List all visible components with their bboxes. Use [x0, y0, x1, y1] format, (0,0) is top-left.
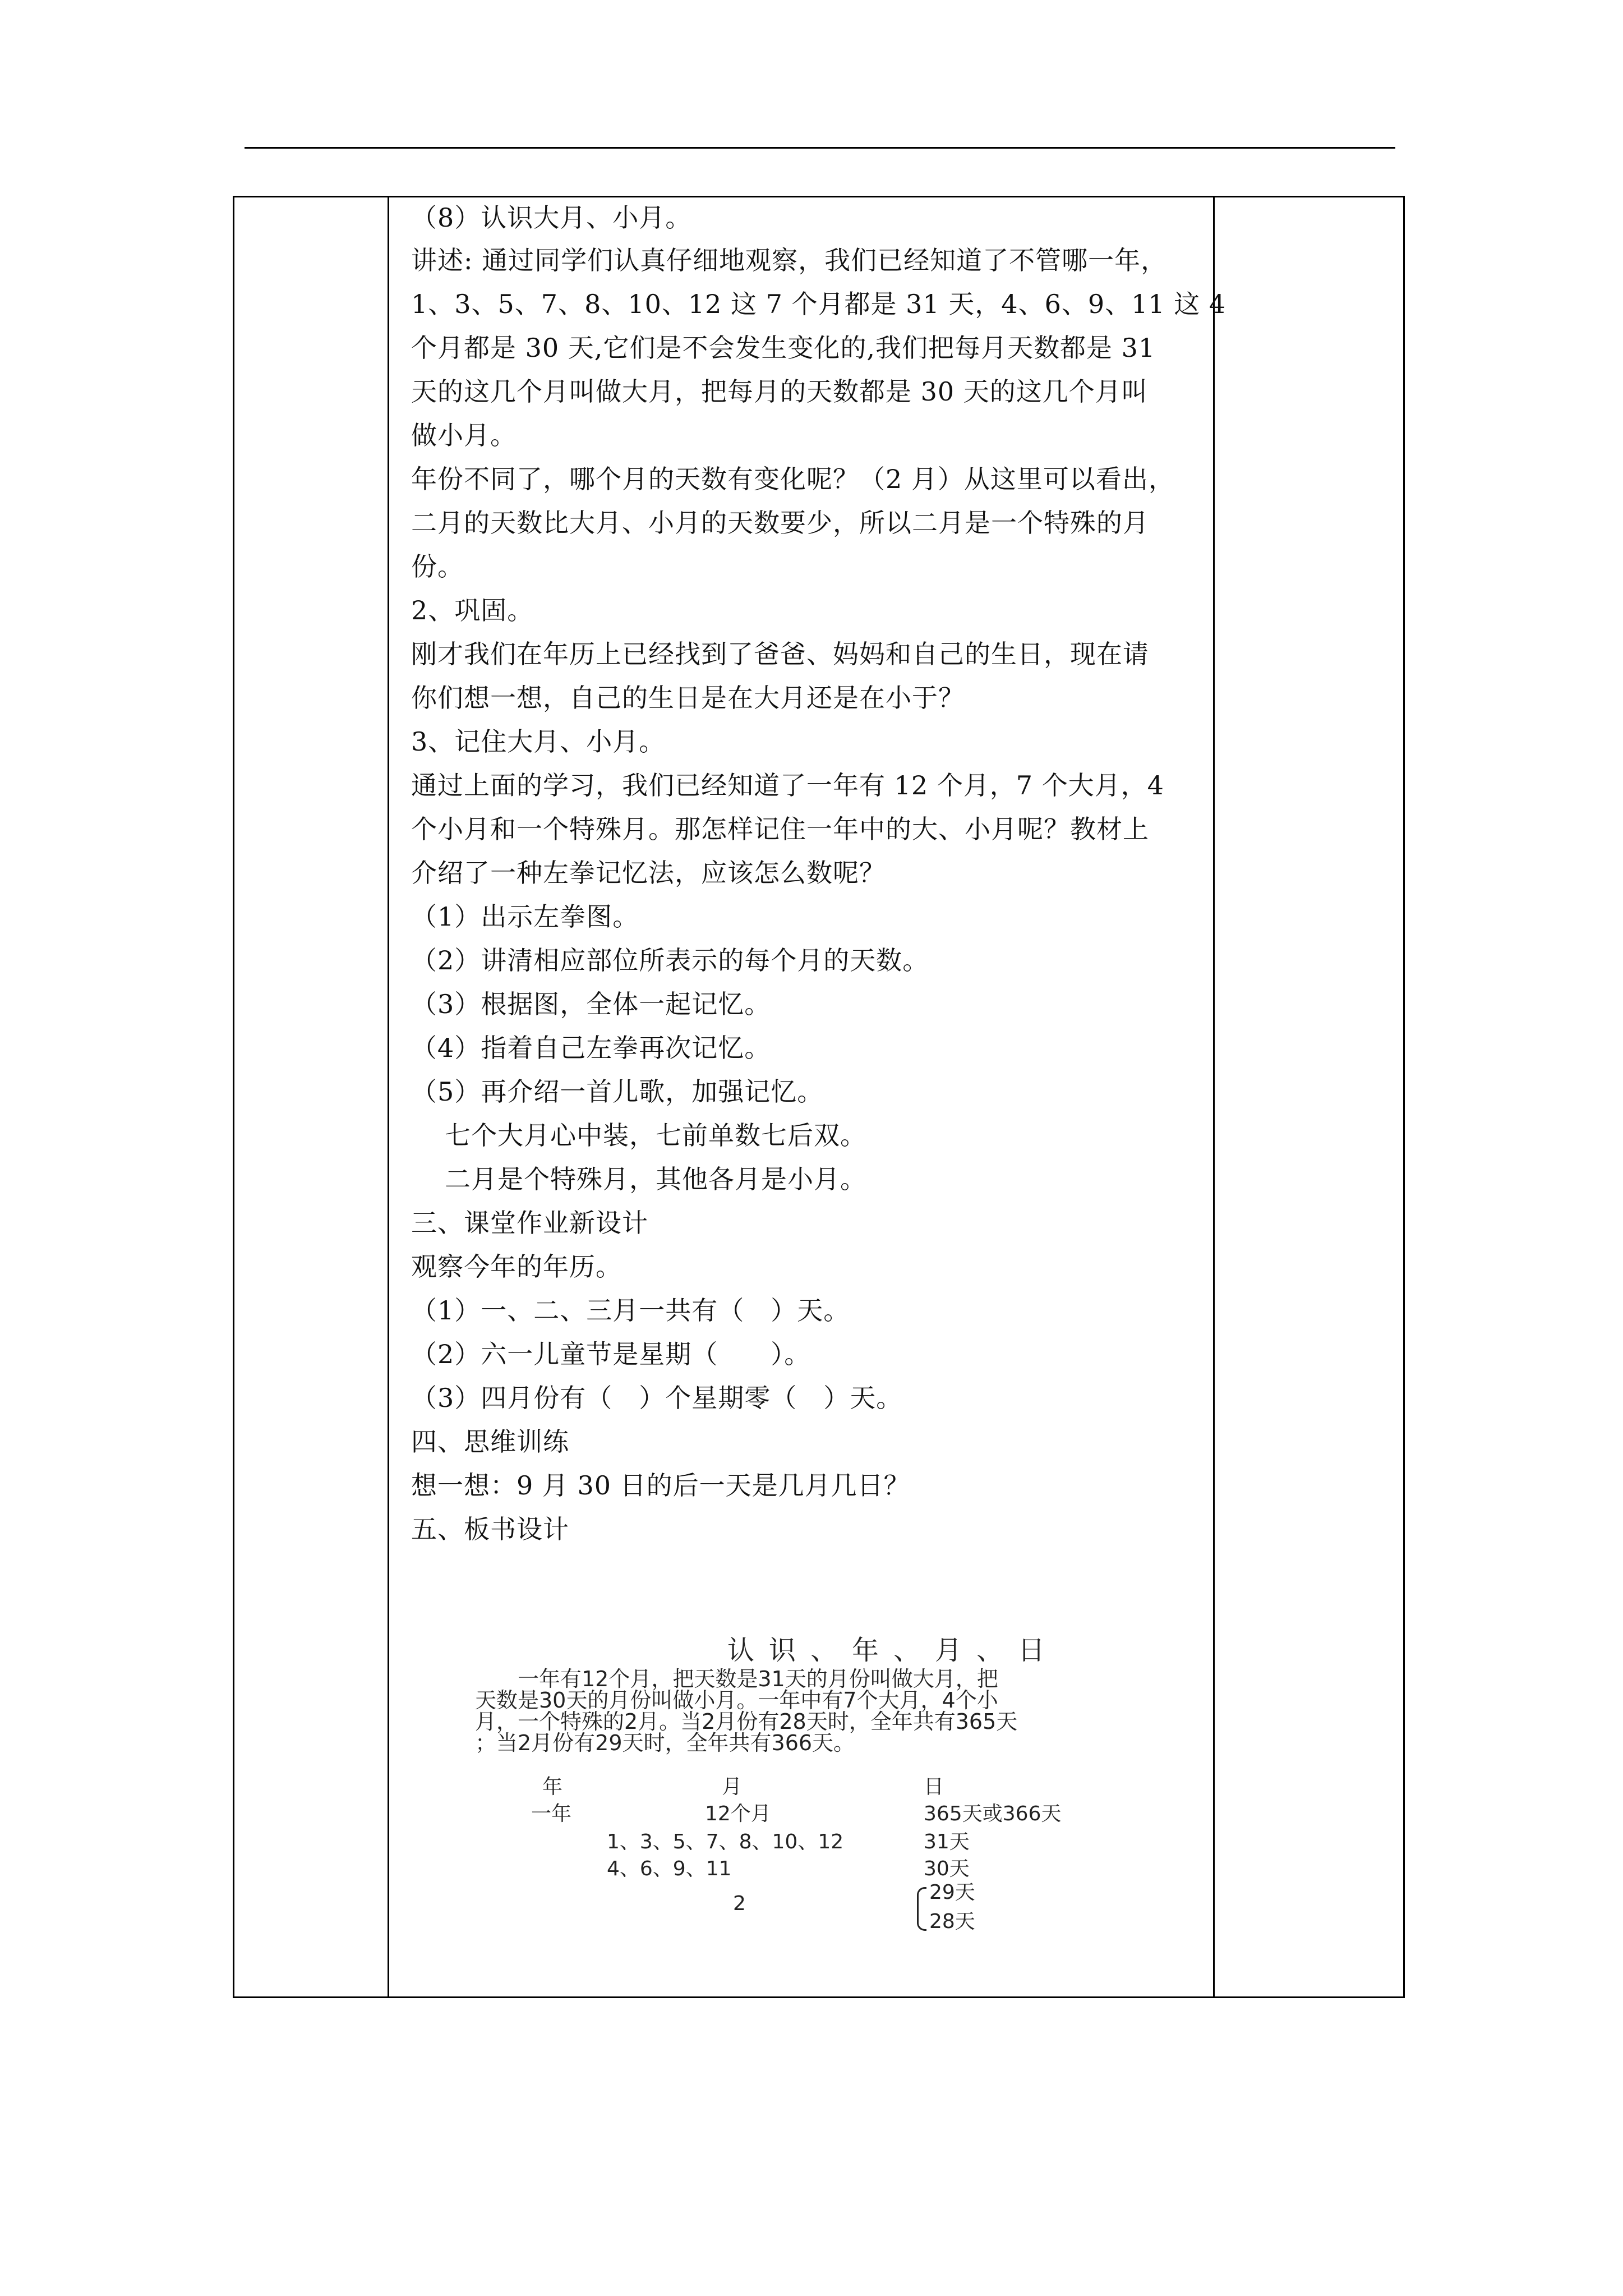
text-line: 个小月和一个特殊月。那怎样记住一年中的大、小月呢？教材上: [411, 814, 1149, 844]
text-line: 做小月。: [411, 420, 517, 450]
text-line: （2）讲清相应部位所表示的每个月的天数。: [411, 945, 929, 976]
text-line: 观察今年的年历。: [411, 1251, 622, 1282]
board-months-12: 12个月: [705, 1802, 771, 1825]
text-line: 讲述: 通过同学们认真仔细地观察，我们已经知道了不管哪一年，: [411, 245, 1168, 275]
text-line: （5）再介绍一首儿歌，加强记忆。: [411, 1076, 824, 1107]
text-line: 2、巩固。: [411, 595, 534, 625]
board-small-months: 4、6、9、11: [607, 1857, 732, 1880]
text-line: 通过上面的学习，我们已经知道了一年有 12 个月，7 个大月，4: [411, 770, 1164, 800]
board-feb: 2: [733, 1892, 746, 1915]
board-big-months: 1、3、5、7、8、10、12: [607, 1830, 844, 1853]
board-big-days: 31天: [924, 1830, 970, 1853]
section-heading: 五、板书设计: [411, 1514, 569, 1544]
text-line: 介绍了一种左拳记忆法，应该怎么数呢？: [411, 858, 886, 888]
column-divider-left: [388, 197, 389, 1996]
text-line: 想一想：9 月 30 日的后一天是几月几日？: [411, 1470, 910, 1501]
lesson-content-cell: [402, 197, 1227, 1996]
board-feb-days-29: 29天: [929, 1881, 975, 1904]
exercise-item: （2）六一儿童节是星期（ ）。: [411, 1339, 811, 1369]
song-line: 七个大月心中装，七前单数七后双。: [445, 1120, 866, 1151]
board-year-one: 一年: [531, 1802, 572, 1825]
text-line: （3）根据图，全体一起记忆。: [411, 989, 771, 1019]
lesson-table: [233, 196, 1405, 1998]
text-line: 1、3、5、7、8、10、12 这 7 个月都是 31 天，4、6、9、11 这 4: [411, 289, 1227, 319]
text-line: 你们想一想，自己的生日是在大月还是在小于？: [411, 683, 965, 713]
board-feb-days-28: 28天: [929, 1910, 975, 1933]
board-days-total: 365天或366天: [924, 1802, 1062, 1825]
board-summary-line: 一年有12个月，把天数是31天的月份叫做大月，把: [475, 1667, 998, 1691]
text-line: 天的这几个月叫做大月，把每月的天数都是 30 天的这几个月叫: [411, 376, 1148, 407]
board-title: 认识、年、月、日: [727, 1635, 1060, 1666]
text-line: 3、记住大月、小月。: [411, 726, 666, 757]
text-line: （4）指着自己左拳再次记忆。: [411, 1033, 771, 1063]
left-column-cell: [234, 197, 388, 1996]
board-summary-line: 天数是30天的月份叫做小月。一年中有7个大月，4个小: [475, 1688, 998, 1713]
song-line: 二月是个特殊月，其他各月是小月。: [445, 1164, 866, 1194]
text-line: （8）认识大月、小月。: [411, 203, 692, 233]
right-column-cell: [1213, 197, 1403, 1996]
board-col-day: 日: [924, 1775, 944, 1798]
board-summary-line: 月，一个特殊的2月。当2月份有28天时，全年共有365天: [475, 1709, 1018, 1734]
board-col-month: 月: [722, 1775, 743, 1798]
text-line: 个月都是 30 天,它们是不会发生变化的,我们把每月天数都是 31: [411, 333, 1156, 363]
blackboard-design: [430, 1634, 1204, 1981]
exercise-item: （1）一、二、三月一共有（ ）天。: [411, 1295, 850, 1326]
text-line: 年份不同了，哪个月的天数有变化呢？（2 月）从这里可以看出，: [411, 464, 1175, 494]
text-line: （1）出示左拳图。: [411, 901, 639, 932]
section-heading: 三、课堂作业新设计: [411, 1208, 648, 1238]
exercise-item: （3）四月份有（ ）个星期零（ ）天。: [411, 1383, 903, 1413]
text-line: 刚才我们在年历上已经找到了爸爸、妈妈和自己的生日，现在请: [411, 639, 1149, 669]
board-col-year: 年: [542, 1775, 563, 1798]
section-heading: 四、思维训练: [411, 1427, 569, 1457]
header-rule: [245, 147, 1395, 149]
text-line: 二月的天数比大月、小月的天数要少，所以二月是一个特殊的月: [411, 508, 1149, 538]
board-summary-line: ；当2月份有29天时，全年共有366天。: [475, 1731, 855, 1755]
board-small-days: 30天: [924, 1857, 970, 1880]
brace-mark: [917, 1887, 926, 1931]
board-summary: [475, 1668, 1176, 1754]
text-line: 份。: [411, 551, 464, 582]
